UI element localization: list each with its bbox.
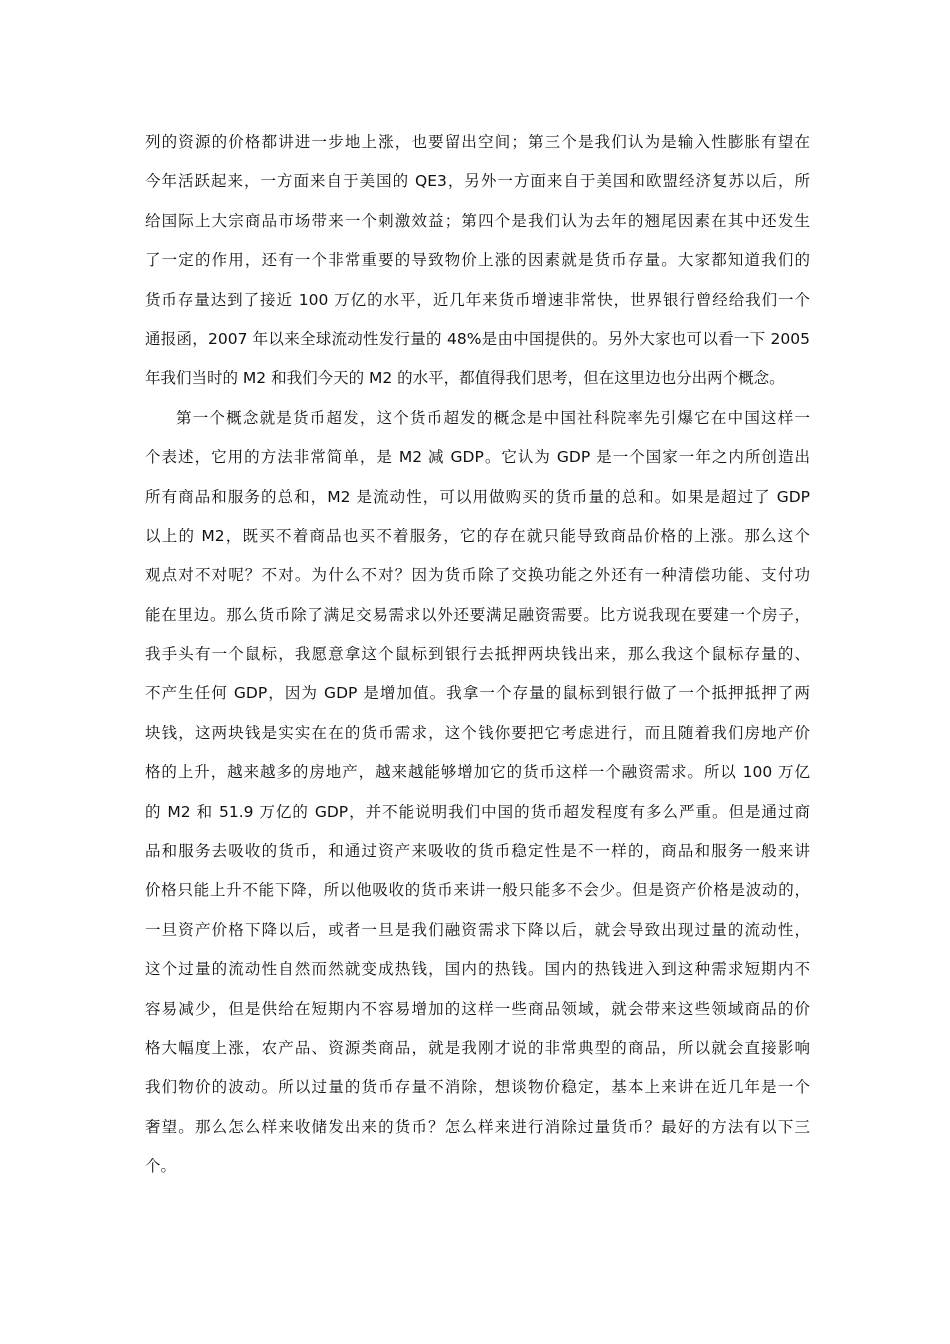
- text-line: 我手头有一个鼠标，我愿意拿这个鼠标到银行去抵押两块钱出来，那么我这个鼠标存量的、: [145, 645, 810, 664]
- text-line: 个。: [145, 1157, 177, 1176]
- text-line: 了一定的作用，还有一个非常重要的导致物价上涨的因素就是货币存量。大家都知道我们的: [145, 251, 810, 270]
- text-line: 不产生任何 GDP，因为 GDP 是增加值。我拿一个存量的鼠标到银行做了一个抵押抵押了两: [145, 684, 810, 703]
- text-line: 奢望。那么怎么样来收储发出来的货币？怎么样来进行消除过量货币？最好的方法有以下三: [145, 1117, 810, 1136]
- text-line: 一旦资产价格下降以后，或者一旦是我们融资需求下降以后，就会导致出现过量的流动性，: [145, 920, 810, 939]
- text-line: 我们物价的波动。所以过量的货币存量不消除，想谈物价稳定，基本上来讲在近几年是一个: [145, 1078, 810, 1097]
- text-line: 能在里边。那么货币除了满足交易需求以外还要满足融资需要。比方说我现在要建一个房子，: [145, 605, 810, 624]
- text-line: 块钱，这两块钱是实实在在的货币需求，这个钱你要把它考虑进行，而且随着我们房地产价: [145, 723, 810, 742]
- paragraph-2: [145, 399, 810, 1187]
- text-line: 格大幅度上涨，农产品、资源类商品，就是我刚才说的非常典型的商品，所以就会直接影响: [145, 1038, 810, 1057]
- text-line: 货币存量达到了接近 100 万亿的水平，近几年来货币增速非常快，世界银行曾经给我们一个: [145, 290, 810, 309]
- text-line: 价格只能上升不能下降，所以他吸收的货币来讲一般只能多不会少。但是资产价格是波动的，: [145, 881, 810, 900]
- text-line: 品和服务去吸收的货币，和通过资产来吸收的货币稳定性是不一样的，商品和服务一般来讲: [145, 842, 810, 861]
- text-line: 今年活跃起来，一方面来自于美国的 QE3，另外一方面来自于美国和欧盟经济复苏以后，所: [145, 172, 810, 191]
- text-line: 这个过量的流动性自然而然就变成热钱，国内的热钱。国内的热钱进入到这种需求短期内不: [145, 960, 810, 979]
- text-line: 的 M2 和 51.9 万亿的 GDP，并不能说明我们中国的货币超发程度有多么严重。但是通过商: [145, 802, 810, 821]
- text-line: 第一个概念就是货币超发，这个货币超发的概念是中国社科院率先引爆它在中国这样一: [176, 408, 810, 427]
- text-line: 格的上升，越来越多的房地产，越来越能够增加它的货币这样一个融资需求。所以 100 万亿: [145, 763, 810, 782]
- text-line: 通报函，2007 年以来全球流动性发行量的 48%是由中国提供的。另外大家也可以看一下 2005: [145, 329, 810, 348]
- text-line: 观点对不对呢？不对。为什么不对？因为货币除了交换功能之外还有一种清偿功能、支付功: [145, 566, 810, 585]
- text-line: 所有商品和服务的总和，M2 是流动性，可以用做购买的货币量的总和。如果是超过了 GDP: [145, 487, 810, 506]
- paragraph-1: [145, 123, 810, 399]
- text-line: 给国际上大宗商品市场带来一个刺激效益；第四个是我们认为去年的翘尾因素在其中还发生: [145, 211, 810, 230]
- text-line: 个表述，它用的方法非常简单，是 M2 减 GDP。它认为 GDP 是一个国家一年之内所创造出: [145, 448, 810, 467]
- text-line: 容易减少，但是供给在短期内不容易增加的这样一些商品领域，就会带来这些领域商品的价: [145, 999, 810, 1018]
- text-line: 列的资源的价格都讲进一步地上涨，也要留出空间；第三个是我们认为是输入性膨胀有望在: [145, 133, 810, 151]
- text-line: 以上的 M2，既买不着商品也买不着服务，它的存在就只能导致商品价格的上涨。那么这个: [145, 526, 810, 545]
- body-text: [145, 123, 810, 1187]
- text-line: 年我们当时的 M2 和我们今天的 M2 的水平，都值得我们思考，但在这里边也分出两个概念。: [145, 369, 785, 388]
